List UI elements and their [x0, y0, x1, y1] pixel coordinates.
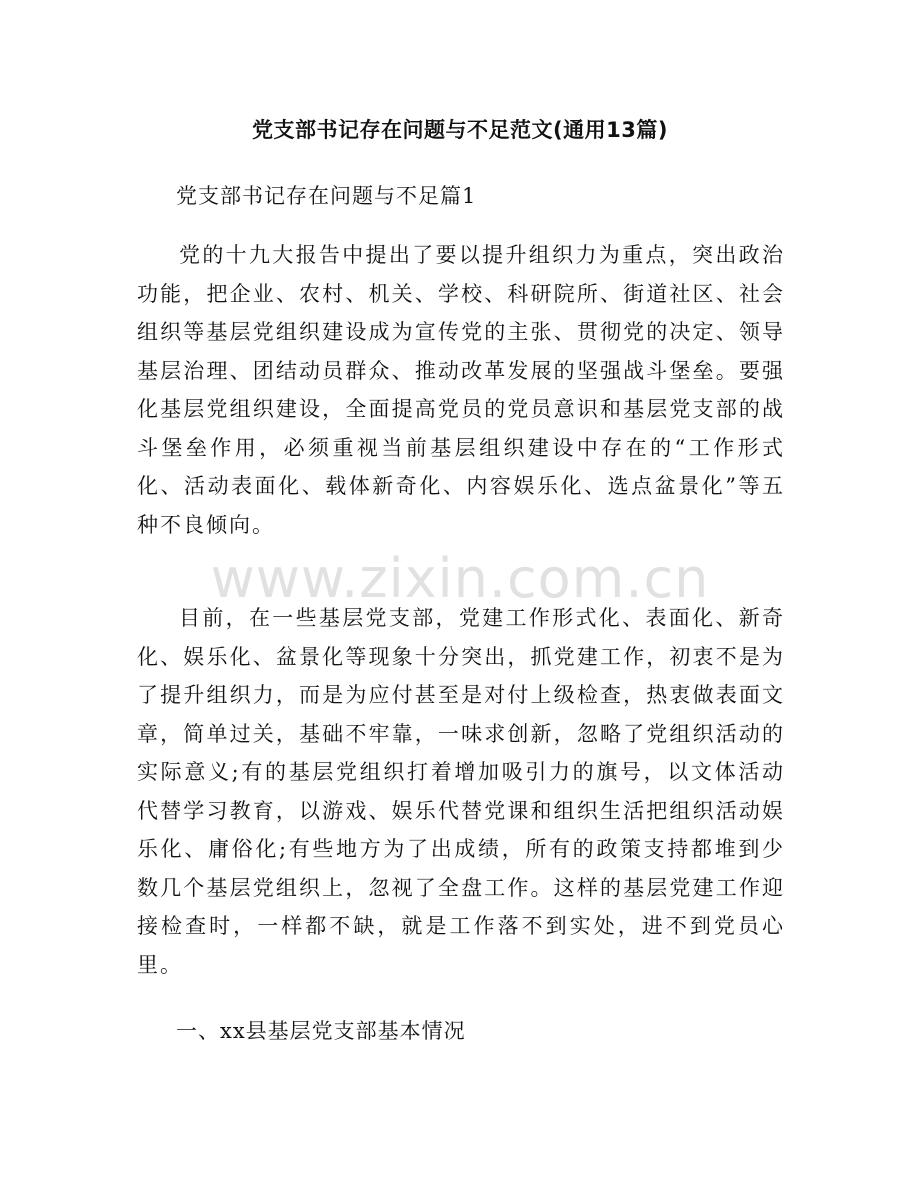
- paragraph-2: 目前，在一些基层党支部，党建工作形式化、表面化、新奇化、娱乐化、盆景化等现象十分突出，抓党建工作，初衷不是为了提升组织力，而是为应付甚至是对付上级检查，热衷做表面文章，简单过关，基础不牢靠，一味求创新，忽略了党组织活动的实际意义;有的基层党组织打着增加吸引力的旗号，以文体活动代替学习教育，以游戏、娱乐代替党课和组织生活把组织活动娱乐化、庸俗化;有些地方为了出成绩，所有的政策支持都堆到少数几个基层党组织上，忽视了全盘工作。这样的基层党建工作迎接检查时，一样都不缺，就是工作落不到实处，进不到党员心里。: [137, 606, 785, 977]
- paragraph-1: 党的十九大报告中提出了要以提升组织力为重点，突出政治功能，把企业、农村、机关、学校、科研院所、街道社区、社会组织等基层党组织建设成为宣传党的主张、贯彻党的决定、领导基层治理、团结动员群众、推动改革发展的坚强战斗堡垒。要强化基层党组织建设，全面提高党员的党员意识和基层党支部的战斗堡垒作用，必须重视当前基层组织建设中存在的“工作形式化、活动表面化、载体新奇化、内容娱乐化、选点盆景化”等五种不良倾向。: [137, 243, 785, 537]
- document-title: 党支部书记存在问题与不足范文(通用13篇): [252, 118, 668, 142]
- watermark: www.zixin.com.cn: [210, 547, 710, 610]
- subheading: 一、xx县基层党支部基本情况: [176, 1019, 466, 1043]
- section-heading: 党支部书记存在问题与不足篇1: [176, 184, 477, 208]
